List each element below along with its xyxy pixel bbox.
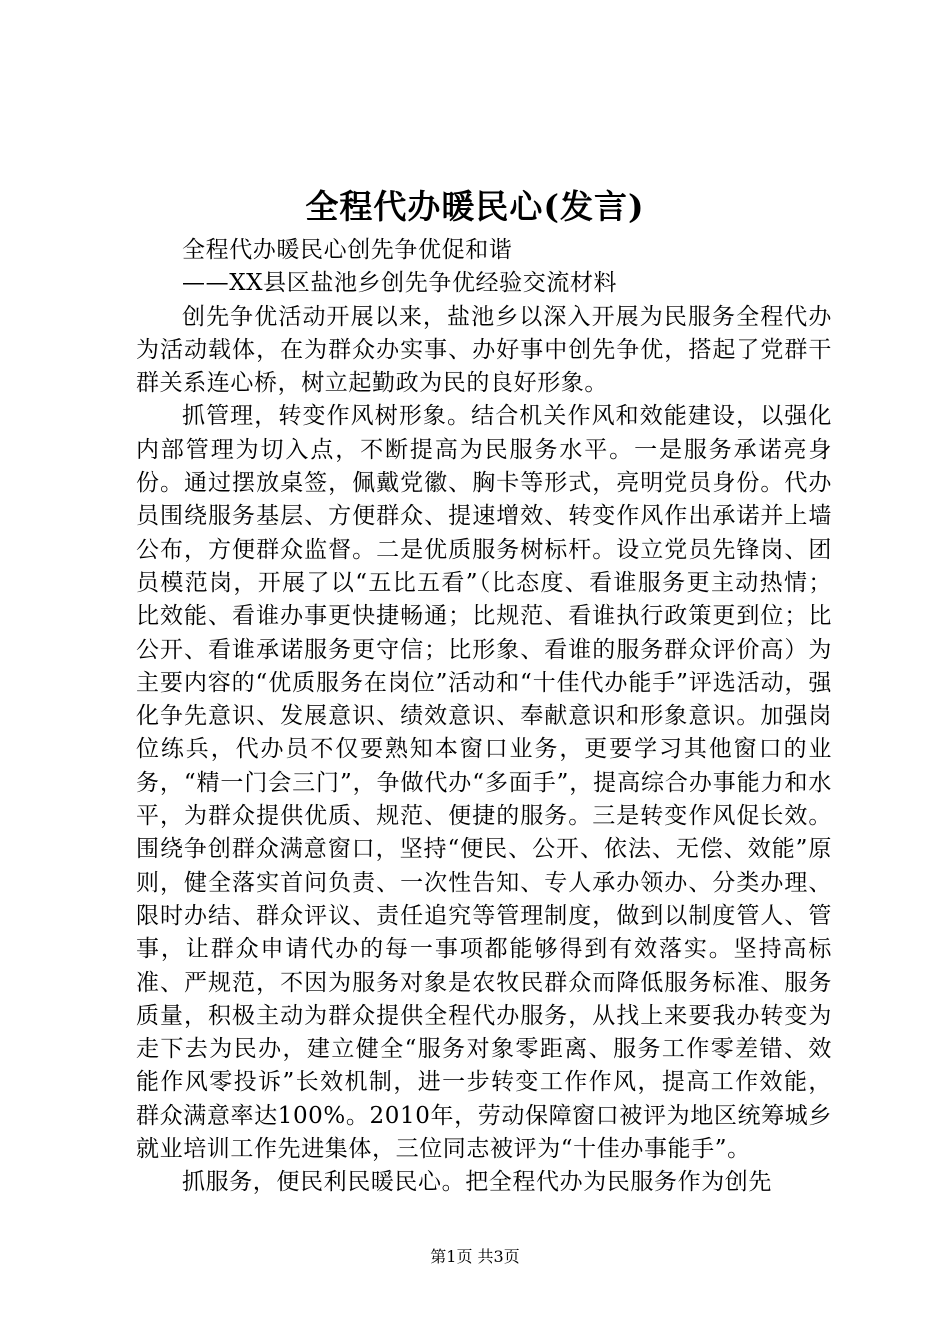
document-subtitle: 全程代办暖民心创先争优促和谐: [182, 237, 513, 263]
paragraph-intro: 创先争优活动开展以来，盐池乡以深入开展为民服务全程代办为活动载体，在为群众办实事、办好事中创先争优，搭起了党群干群关系连心桥，树立起勤政为民的良好形象。: [136, 303, 832, 397]
document-body: [136, 234, 832, 1200]
page-number: 第1页 共3页: [430, 1247, 520, 1266]
document-title: 全程代办暖民心(发言): [305, 187, 645, 226]
paragraph-management: 抓管理，转变作风树形象。结合机关作风和效能建设，以强化内部管理为切入点，不断提高为民服务水平。一是服务承诺亮身份。通过摆放桌签，佩戴党徽、胸卡等形式，亮明党员身份。代办员围绕服务基层、方便群众、提速增效、转变作风作出承诺并上墙公布，方便群众监督。二是优质服务树标杆。设立党员先锋岗、团员模范岗，开展了以“五比五看”（比态度、看谁服务更主动热情；比效能、看谁办事更快捷畅通；比规范、看谁执行政策更到位；比公开、看谁承诺服务更守信；比形象、看谁的服务群众评价高）为主要内容的“优质服务在岗位”活动和“十佳代办能手”评选活动，强化争先意识、发展意识、绩效意识、奉献意识和形象意识。加强岗位练兵，代办员不仅要熟知本窗口业务，更要学习其他窗口的业务，“精一门会三门”，争做代办“多面手”，提高综合办事能力和水平，为群众提供优质、规范、便捷的服务。三是转变作风促长效。围绕争创群众满意窗口，坚持“便民、公开、依法、无偿、效能”原则，健全落实首问负责、一次性告知、专人承办领办、分类办理、限时办结、群众评议、责任追究等管理制度，做到以制度管人、管事，让群众申请代办的每一事项都能够得到有效落实。坚持高标准、严规范，不因为服务对象是农牧民群众而降低服务标准、服务质量，积极主动为群众提供全程代办服务，从找上来要我办转变为走下去为民办，建立健全“服务对象零距离、服务工作零差错、效能作风零投诉”长效机制，进一步转变工作作风，提高工作效能，群众满意率达100%。2010年，劳动保障窗口被评为地区统筹城乡就业培训工作先进集体，三位同志被评为“十佳办事能手”。: [136, 403, 832, 1163]
document-byline: ——XX县区盐池乡创先争优经验交流材料: [182, 270, 618, 297]
paragraph-service: 抓服务，便民利民暖民心。把全程代办为民服务作为创先: [182, 1169, 772, 1196]
